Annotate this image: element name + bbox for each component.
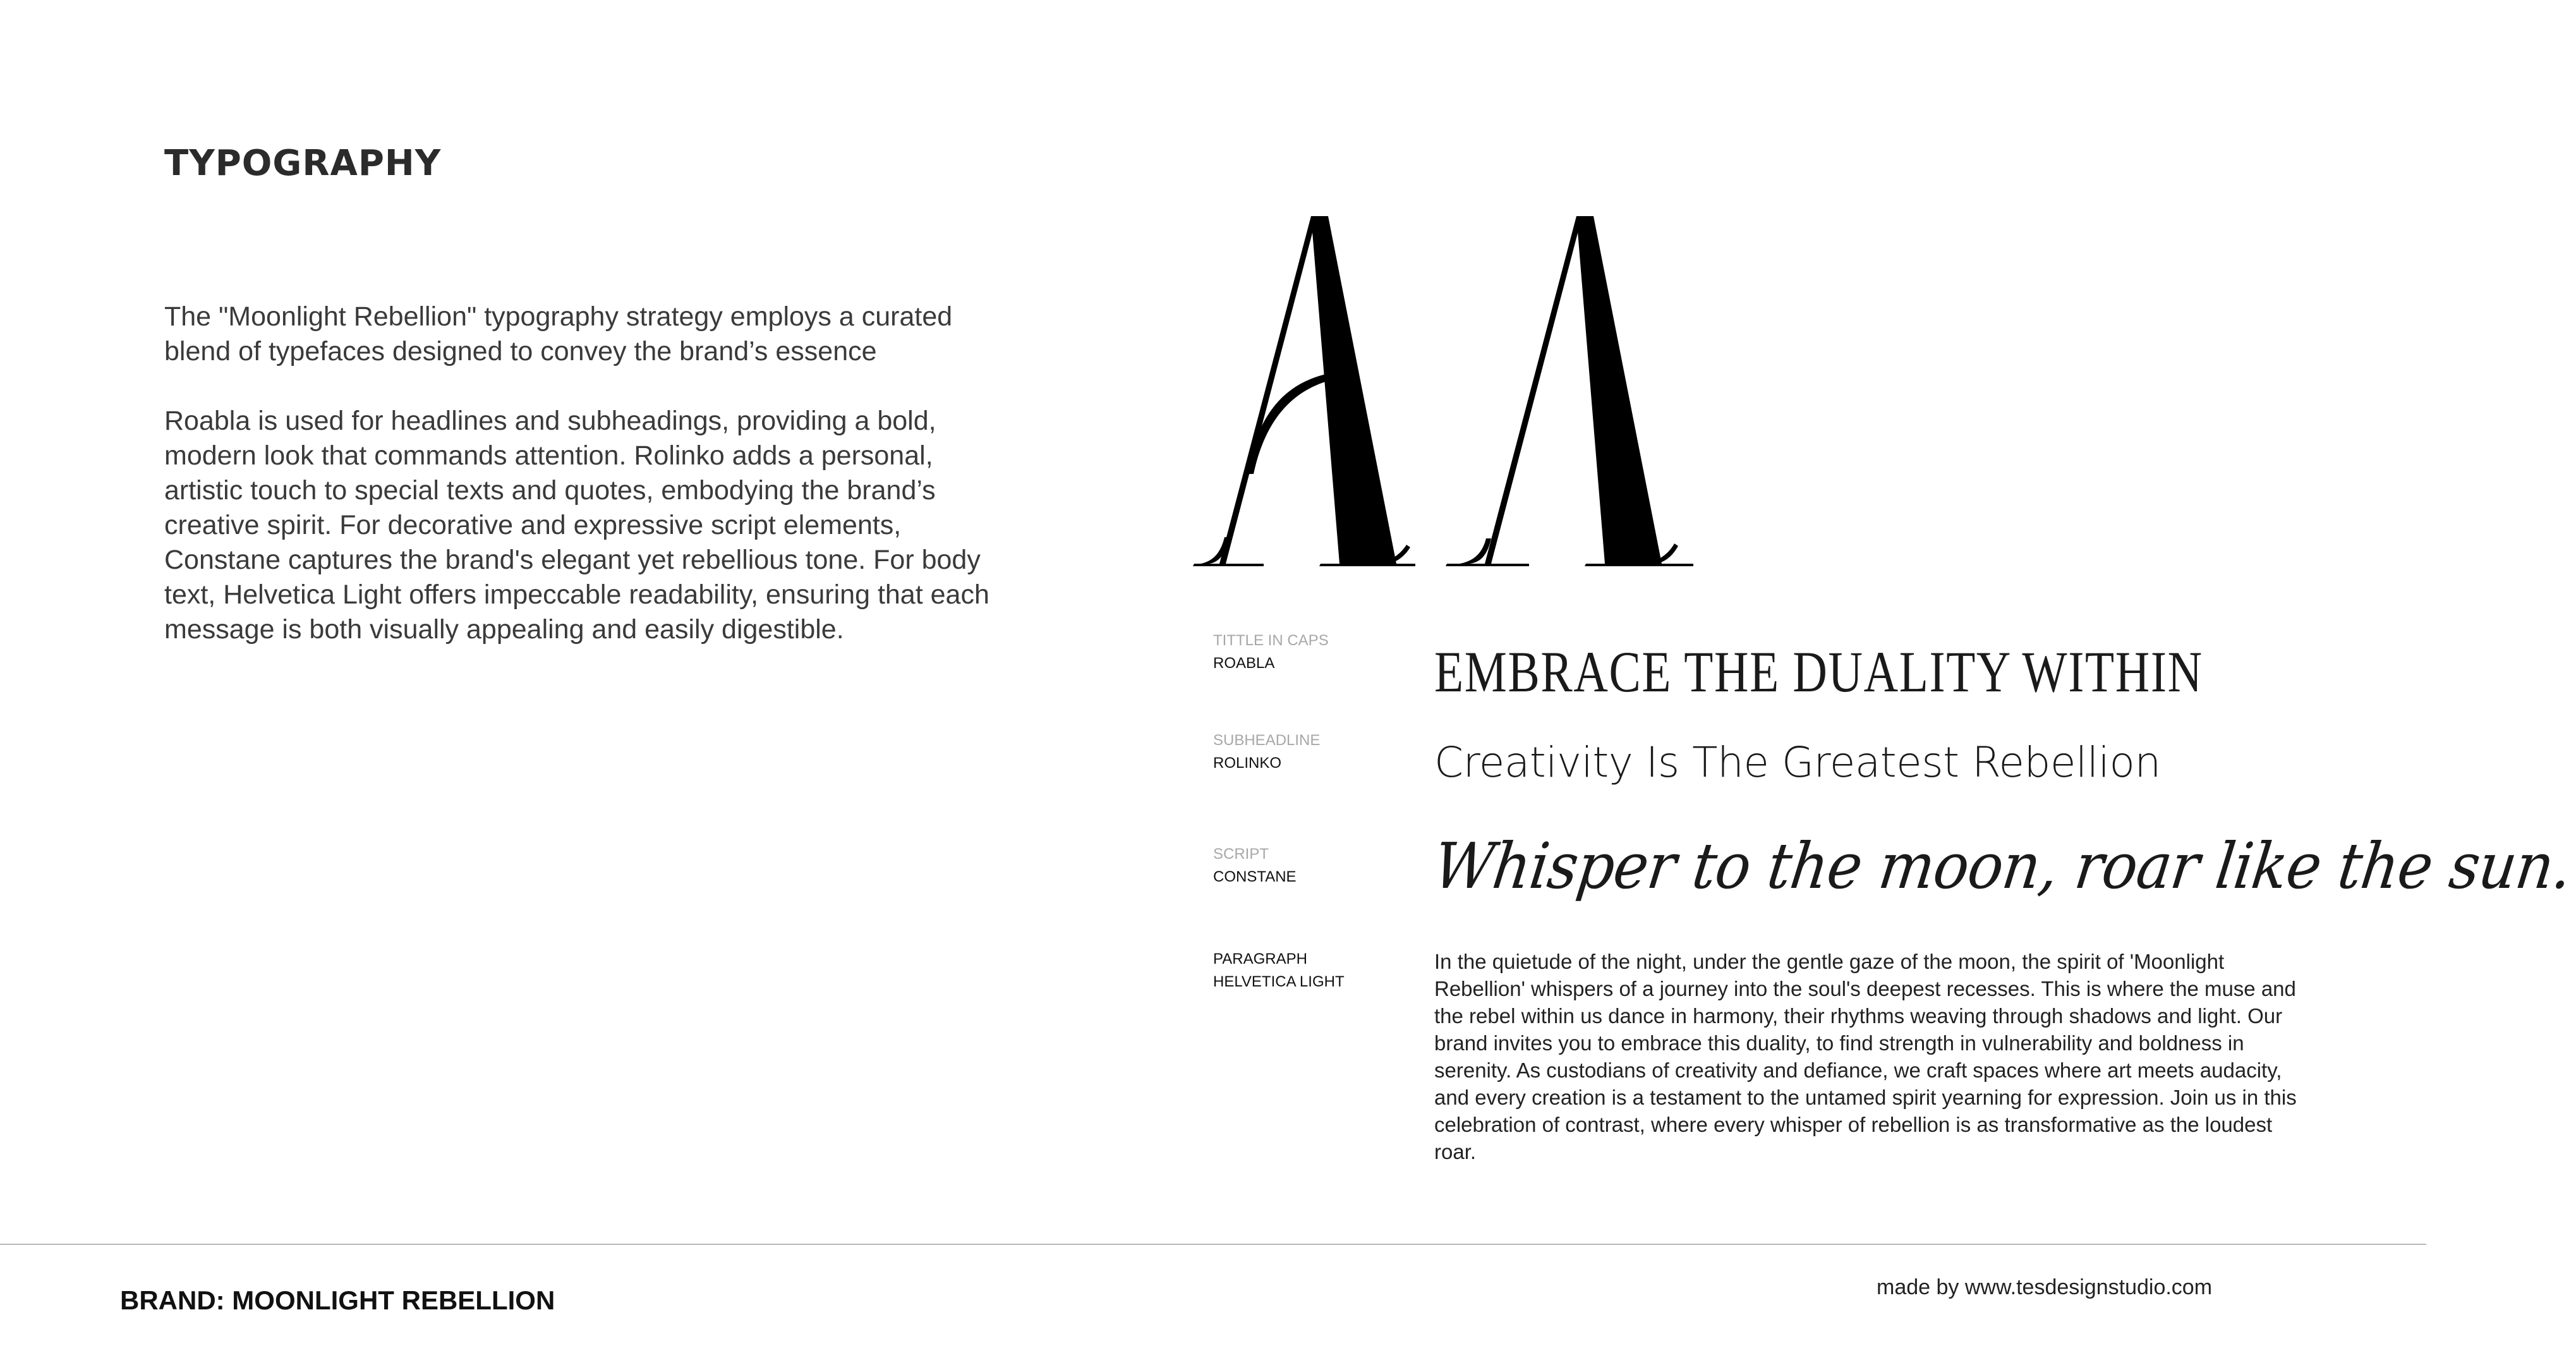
intro-text (164, 300, 1011, 682)
footer-brand-name: BRAND: MOONLIGHT REBELLION (120, 1285, 555, 1315)
specimen-label-title (1213, 629, 1329, 675)
specimen-label-subheadline (1213, 729, 1320, 775)
specimen-sample-title: EMBRACE THE DUALITY WITHIN (1434, 640, 2203, 704)
specimen-category: SUBHEADLINE (1213, 732, 1321, 749)
specimen-category: TITTLE IN CAPS (1213, 632, 1329, 649)
specimen-sample-script: Whisper to the moon, roar like the sun. (1429, 829, 2576, 903)
specimen-category: SCRIPT (1213, 846, 1269, 863)
specimen-sample-paragraph: In the quietude of the night, under the gentle gaze of the moon, the spirit of 'Moonlight Rebellion' whispers of a journey into the soul's deepest recesses. This is where the muse and the rebel within us dance in harmony, their rhythms weaving through shadows and light. Our brand invites you to embrace this duality, to find strength in vulnerability and boldness in serenity. As custodians of creativity and defiance, we craft spaces where art meets audacity, and every creation is a testament to the untamed spirit yearning for expression. Join us in this celebration of contrast, where every whisper of rebellion is as transformative as the loudest roar. (1434, 950, 2297, 1163)
specimen-font-name: ROABLA (1213, 655, 1275, 672)
page-title: TYPOGRAPHY (164, 143, 442, 184)
specimen-font-name: CONSTANE (1213, 868, 1297, 885)
specimen-label-paragraph (1213, 948, 1345, 993)
specimen-font-name: ROLINKO (1213, 755, 1282, 772)
specimen-label-script (1213, 843, 1297, 889)
footer-credit: made by www.tesdesignstudio.com (1877, 1275, 2213, 1299)
intro-paragraph-2: Roabla is used for headlines and subheadings, providing a bold, modern look that commands attention. Rolinko adds a personal, artistic touch to special texts and quotes, embodying the brand’s creative spirit. For decorative and expressive script elements, Constane captures the brand's elegant yet rebellious tone. For body text, Helvetica Light offers impeccable readability, ensuring that each message is both visually appealing and easily digestible. (164, 406, 989, 645)
footer-divider (0, 1244, 2426, 1245)
specimen-font-name: HELVETICA LIGHT (1213, 973, 1345, 990)
specimen-sample-subheadline: Creativity Is The Greatest Rebellion (1434, 738, 2161, 787)
specimen-category: PARAGRAPH (1213, 950, 1307, 968)
intro-paragraph-1: The "Moonlight Rebellion" typography strategy employs a curated blend of typefaces designed to convey the brand’s essence (164, 301, 953, 367)
letterform-specimen-graphic (1188, 209, 1706, 581)
